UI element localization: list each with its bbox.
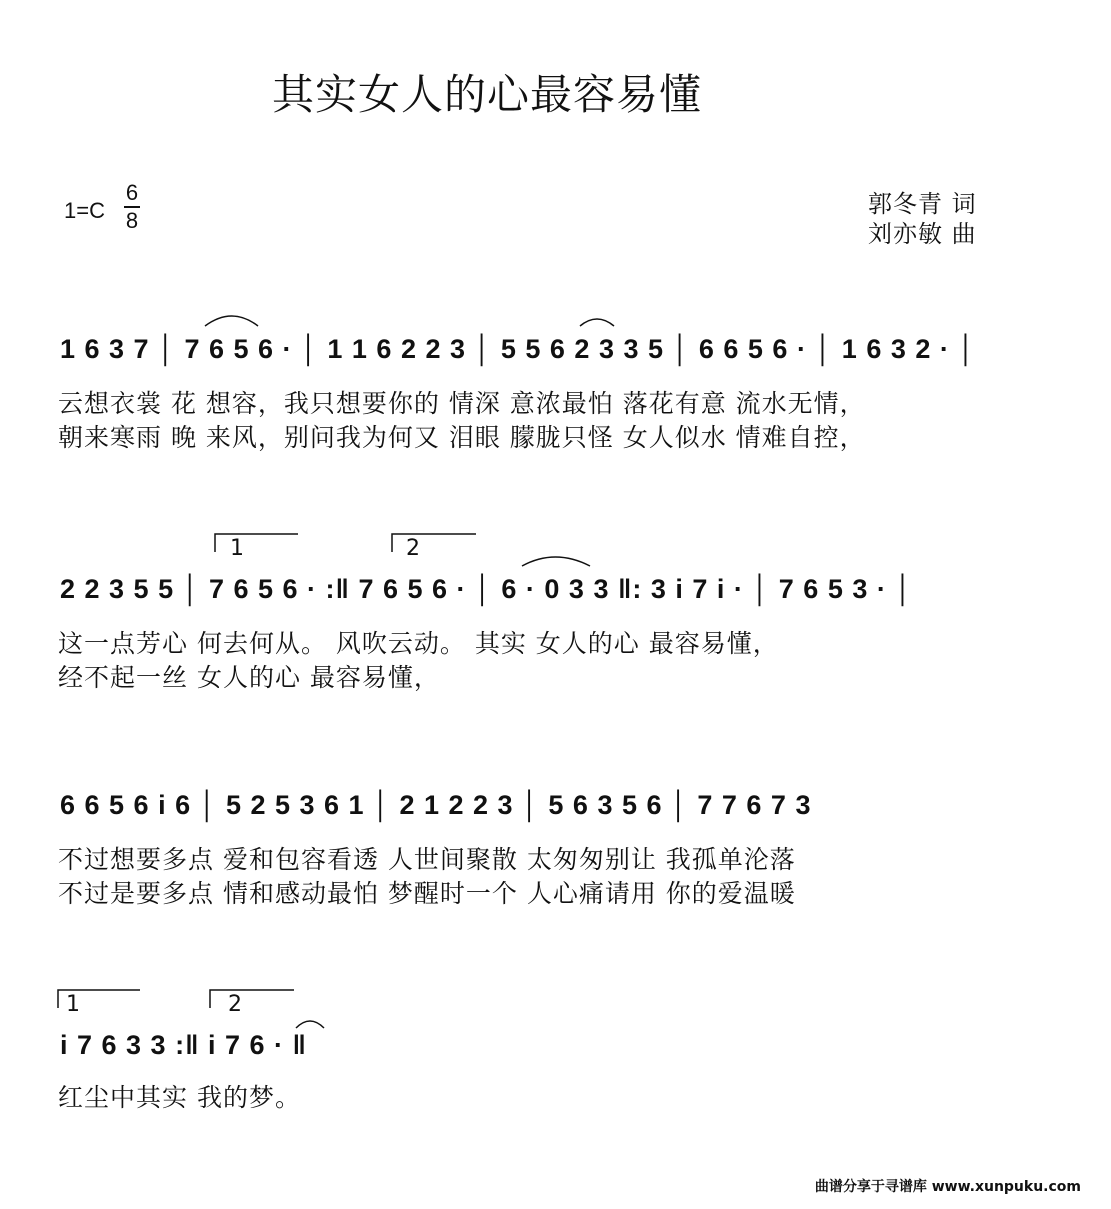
line2-lyric2: 经不起一丝 女人的心 最容易懂， xyxy=(58,663,440,692)
line4-notes: i 7 6 3 3 :‖ i 7 6 · ‖ xyxy=(60,1030,307,1060)
slur-line1-a xyxy=(205,316,258,326)
lyricist-credit: 郭冬青 词 xyxy=(868,190,977,218)
footer-watermark: 曲谱分享于寻谱库 www.xunpuku.com xyxy=(814,1179,1081,1195)
line2-notes: 2 2 3 5 5 │ 7 6 5 6 · :‖ 7 6 5 6 · │ 6 · 0 3 3 ‖: 3 i 7 i · │ 7 6 5 3 · │ xyxy=(60,574,914,604)
slur-line2-a xyxy=(522,557,590,566)
line4-ending2: 2 xyxy=(228,992,242,1017)
line1-lyric2: 朝来寒雨 晚 来风，别问我为何又 泪眼 朦胧只怪 女人似水 情难自控， xyxy=(58,423,866,452)
key-signature: 1=C xyxy=(64,198,105,223)
slur-line4-a xyxy=(296,1021,324,1028)
line1-notes: 1 6 3 7 │ 7 6 5 6 · │ 1 1 6 2 2 3 │ 5 5 6 2 3 3 5 │ 6 6 5 6 · │ 1 6 3 2 · │ xyxy=(60,334,977,364)
line2-ending1: 1 xyxy=(230,536,244,561)
composer-credit: 刘亦敏 曲 xyxy=(868,220,977,248)
line3-notes: 6 6 5 6 i 6 │ 5 2 5 3 6 1 │ 2 1 2 2 3 │ 5 6 3 5 6 │ 7 7 6 7 3 xyxy=(60,790,812,820)
meter-top: 6 xyxy=(125,180,139,205)
line3-lyric2: 不过是要多点 情和感动最怕 梦醒时一个 人心痛请用 你的爱温暖 xyxy=(58,879,796,908)
line2-lyric1: 这一点芳心 何去何从。 风吹云动。 其实 女人的心 最容易懂， xyxy=(58,629,779,658)
volta-bracket-1 xyxy=(215,534,298,552)
line4-ending1: 1 xyxy=(66,992,80,1017)
line2-ending2: 2 xyxy=(406,536,420,561)
line4-lyric1: 红尘中其实 我的梦。 xyxy=(58,1083,301,1112)
volta-bracket-4 xyxy=(210,990,294,1008)
line1-lyric1: 云想衣裳 花 想容，我只想要你的 情深 意浓最怕 落花有意 流水无情， xyxy=(58,389,866,418)
page-title: 其实女人的心最容易懂 xyxy=(272,70,703,119)
line3-lyric1: 不过想要多点 爱和包容看透 人世间聚散 太匆匆别让 我孤单沦落 xyxy=(58,845,796,874)
meter-bottom: 8 xyxy=(125,208,139,233)
volta-bracket-2 xyxy=(392,534,476,552)
slur-line1-b xyxy=(580,319,614,326)
volta-bracket-3 xyxy=(58,990,140,1008)
